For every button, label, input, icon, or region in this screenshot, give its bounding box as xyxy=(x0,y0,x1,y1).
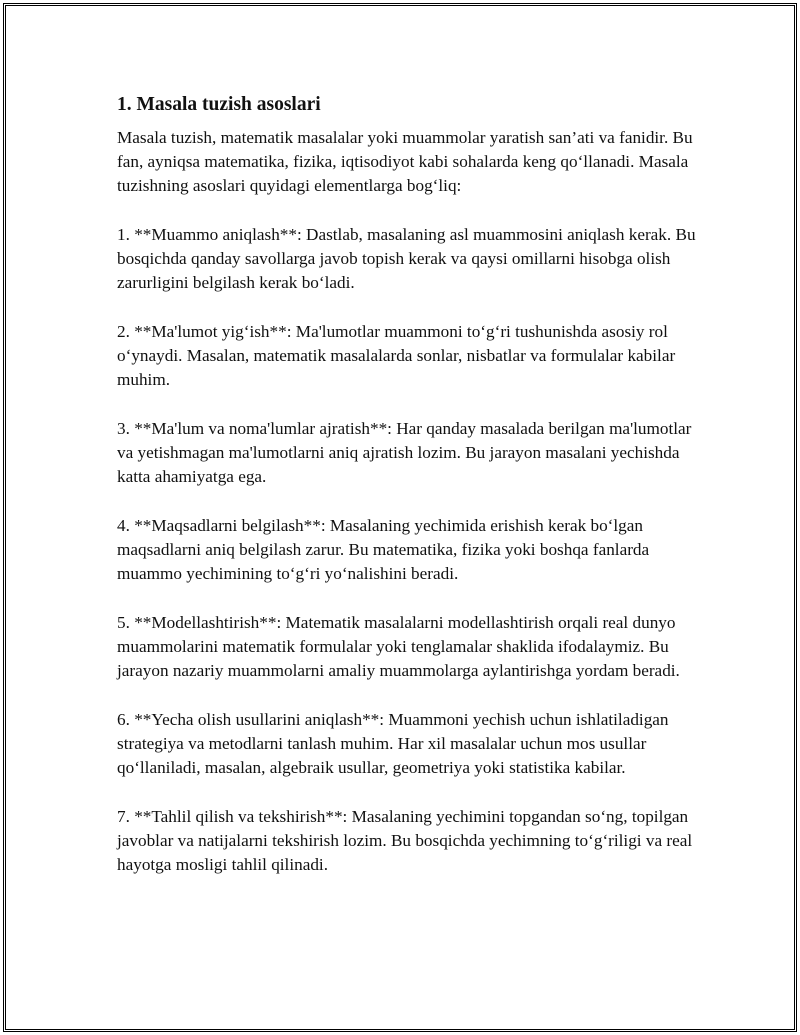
intro-paragraph: Masala tuzish, matematik masalalar yoki muammolar yaratish san’ati va fanidir. Bu fan, ayniqsa matematika, fizika, iqtisodiyot kabi sohalarda keng qo‘llanadi. Masala tuzishning asoslari quyidagi elementlarga bog‘liq: xyxy=(117,128,693,196)
document-title: 1. Masala tuzish asoslari xyxy=(117,94,321,115)
list-item-3: 3. **Ma'lum va noma'lumlar ajratish**: Har qanday masalada berilgan ma'lumotlar va yetishmagan ma'lumotlarni aniq ajratish lozim. Bu jarayon masalani yechishda katta ahamiyatga ega. xyxy=(117,419,692,487)
list-item-2: 2. **Ma'lumot yig‘ish**: Ma'lumotlar muammoni to‘g‘ri tushunishda asosiy rol o‘ynaydi. Masalan, matematik masalalarda sonlar, nisbatlar va formulalar kabilar muhim. xyxy=(117,322,676,390)
list-item-7: 7. **Tahlil qilish va tekshirish**: Masalaning yechimini topgandan so‘ng, topilgan javoblar va natijalarni tekshirish lozim. Bu bosqichda yechimning to‘g‘riligi va real hayotga mosligi tahlil qilinadi. xyxy=(117,807,693,875)
list-item-1: 1. **Muammo aniqlash**: Dastlab, masalaning asl muammosini aniqlash kerak. Bu bosqichda qanday savollarga javob topish kerak va qaysi omillarni hisobga olish zarurligini belgilash kerak bo‘ladi. xyxy=(117,225,696,293)
document-body xyxy=(117,92,707,902)
list-item-5: 5. **Modellashtirish**: Matematik masalalarni modellashtirish orqali real dunyo muammolarini matematik formulalar yoki tenglamalar shaklida ifodalaymiz. Bu jarayon nazariy muammolarni amaliy muammolarga aylantirishga yordam beradi. xyxy=(117,613,680,681)
list-item-4: 4. **Maqsadlarni belgilash**: Masalaning yechimida erishish kerak bo‘lgan maqsadlarni aniq belgilash zarur. Bu matematika, fizika yoki boshqa fanlarda muammo yechimining to‘g‘ri yo‘nalishini beradi. xyxy=(117,516,650,584)
list-item-6: 6. **Yecha olish usullarini aniqlash**: Muammoni yechish uchun ishlatiladigan strategiya va metodlarni tanlash muhim. Har xil masalalar uchun mos usullar qo‘llaniladi, masalan, algebraik usullar, geometriya yoki statistika kabilar. xyxy=(117,710,669,778)
